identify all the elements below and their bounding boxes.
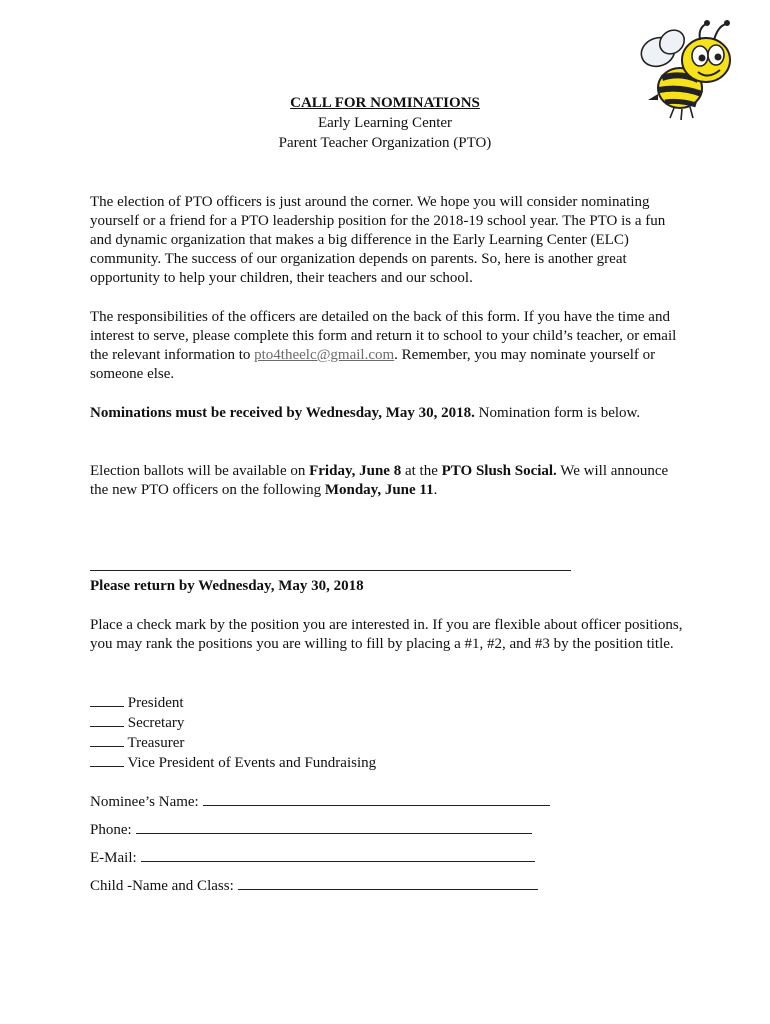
election-text-c: at the [401,463,442,479]
deadline-bold: Nominations must be received by Wednesday, May 30, 2018. [90,405,475,421]
deadline-paragraph [90,404,690,423]
election-text-e: We will announce the new PTO officers on the following [90,463,669,498]
position-label: Treasurer [127,735,185,751]
announce-date: Monday, June 11 [324,482,434,498]
positions-checklist [90,693,690,773]
position-label: President [127,695,184,711]
election-text-g: . [433,482,438,498]
checkmark-blank[interactable] [90,694,124,707]
position-label: Vice President of Events and Fundraising [127,755,377,771]
child-name-class-row [90,876,538,896]
ballot-date: Friday, June 8 [309,463,402,479]
nominee-name-field[interactable] [203,792,550,806]
checkmark-blank[interactable] [90,714,124,727]
deadline-text [90,404,690,423]
intro-text-2 [90,308,690,384]
intro-paragraph-1 [90,193,690,288]
document-header [0,93,770,153]
p2-text-after: . Remember, you may nominate yourself or someone else. [90,347,656,382]
phone-row [90,820,532,840]
deadline-rest: Nomination form is below. [474,405,641,421]
nominee-name-row [90,792,550,812]
organization-subtitle: Parent Teacher Organization (PTO) [278,135,492,151]
organization-name: Early Learning Center [317,115,453,131]
email-label: E-Mail: [90,850,137,866]
event-name: PTO Slush Social. [441,463,557,479]
position-label: Secretary [127,715,185,731]
position-item-treasurer[interactable] [90,733,690,753]
email-field[interactable] [141,848,535,862]
cut-line-divider [90,570,571,571]
checkmark-blank[interactable] [90,734,124,747]
election-text-a: Election ballots will be available on [90,463,310,479]
position-item-secretary[interactable] [90,713,690,733]
p2-text-before: The responsibilities of the officers are detailed on the back of this form. If you have the time and interest to serve, please complete this form and return it to school to your child’s teacher, or email the relevant information to [90,309,677,363]
phone-label: Phone: [90,822,132,838]
child-name-class-label: Child -Name and Class: [90,878,234,894]
email-link[interactable]: pto4theelc@gmail.com [254,347,395,363]
checkmark-blank[interactable] [90,754,124,767]
child-name-class-field[interactable] [238,876,538,890]
return-by-heading: Please return by Wednesday, May 30, 2018 [90,578,364,594]
position-item-vp-events[interactable] [90,753,690,773]
position-item-president[interactable] [90,693,690,713]
nominee-name-label: Nominee’s Name: [90,794,199,810]
intro-paragraph-2 [90,308,690,384]
email-row [90,848,535,868]
election-paragraph [90,462,690,500]
intro-text-1: The election of PTO officers is just around the corner. We hope you will consider nominating yourself or a friend for a PTO leadership position for the 2018-19 school year. The PTO is a fun and dynamic organization that makes a big difference in the Early Learning Center (ELC) community. The success of our organization depends on parents. So, here is another great opportunity to help your children, their teachers and our school. [90,194,666,286]
instructions-text: Place a check mark by the position you are interested in. If you are flexible about officer positions, you may rank the positions you are willing to fill by placing a #1, #2, and #3 by the position title. [90,617,683,652]
document-title: CALL FOR NOMINATIONS [290,95,480,111]
election-text [90,462,690,500]
form-heading [90,577,690,596]
phone-field[interactable] [136,820,532,834]
form-instructions [90,616,690,654]
